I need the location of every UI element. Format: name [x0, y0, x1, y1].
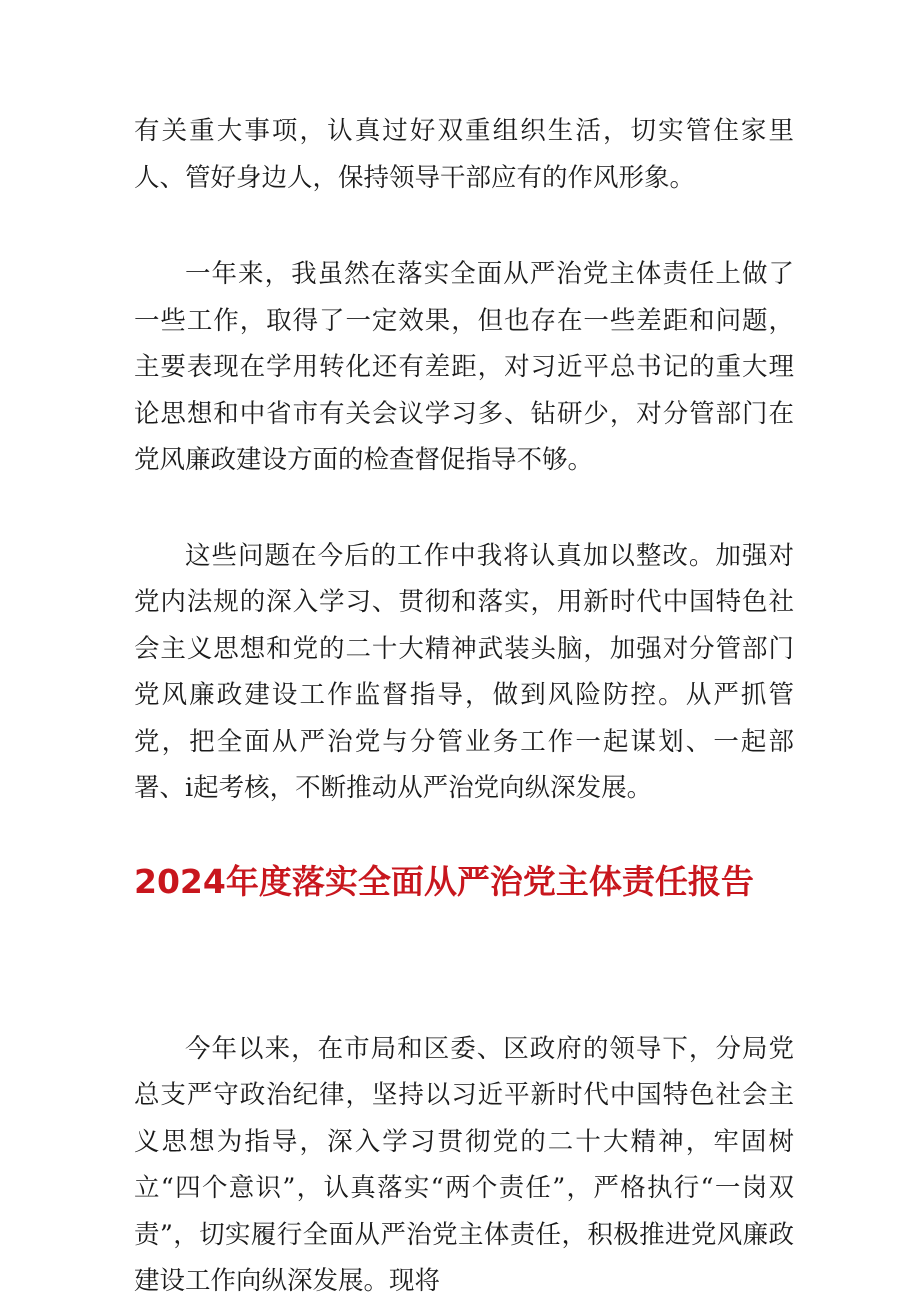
paragraph-report-intro: 今年以来，在市局和区委、区政府的领导下，分局党总支严守政治纪律，坚持以习近平新时代中国特色社会主义思想为指导，深入学习贯彻党的二十大精神，牢固树立“四个意识”，认真落实“两个责任”，严格执行“一岗双责”，切实履行全面从严治党主体责任，积极推进党风廉政建设工作向纵深发展。现将	[134, 1033, 794, 1296]
paragraph-rectification: 这些问题在今后的工作中我将认真加以整改。加强对党内法规的深入学习、贯彻和落实，用新时代中国特色社会主义思想和党的二十大精神武装头脑，加强对分管部门党风廉政建设工作监督指导，做到风险防控。从严抓管党，把全面从严治党与分管业务工作一起谋划、一起部署、i起考核，不断推动从严治党向纵深发展。	[134, 540, 794, 803]
paragraph-continuation: 有关重大事项，认真过好双重组织生活，切实管住家里人、管好身边人，保持领导干部应有的作风形象。	[134, 116, 794, 193]
report-title: 2024年度落实全面从严治党主体责任报告	[134, 861, 754, 901]
paragraph-shortcomings: 一年来，我虽然在落实全面从严治党主体责任上做了一些工作，取得了一定效果，但也存在一些差距和问题，主要表现在学用转化还有差距，对习近平总书记的重大理论思想和中省市有关会议学习多、钻研少，对分管部门在党风廉政建设方面的检查督促指导不够。	[134, 259, 794, 475]
document-body	[134, 108, 794, 1305]
